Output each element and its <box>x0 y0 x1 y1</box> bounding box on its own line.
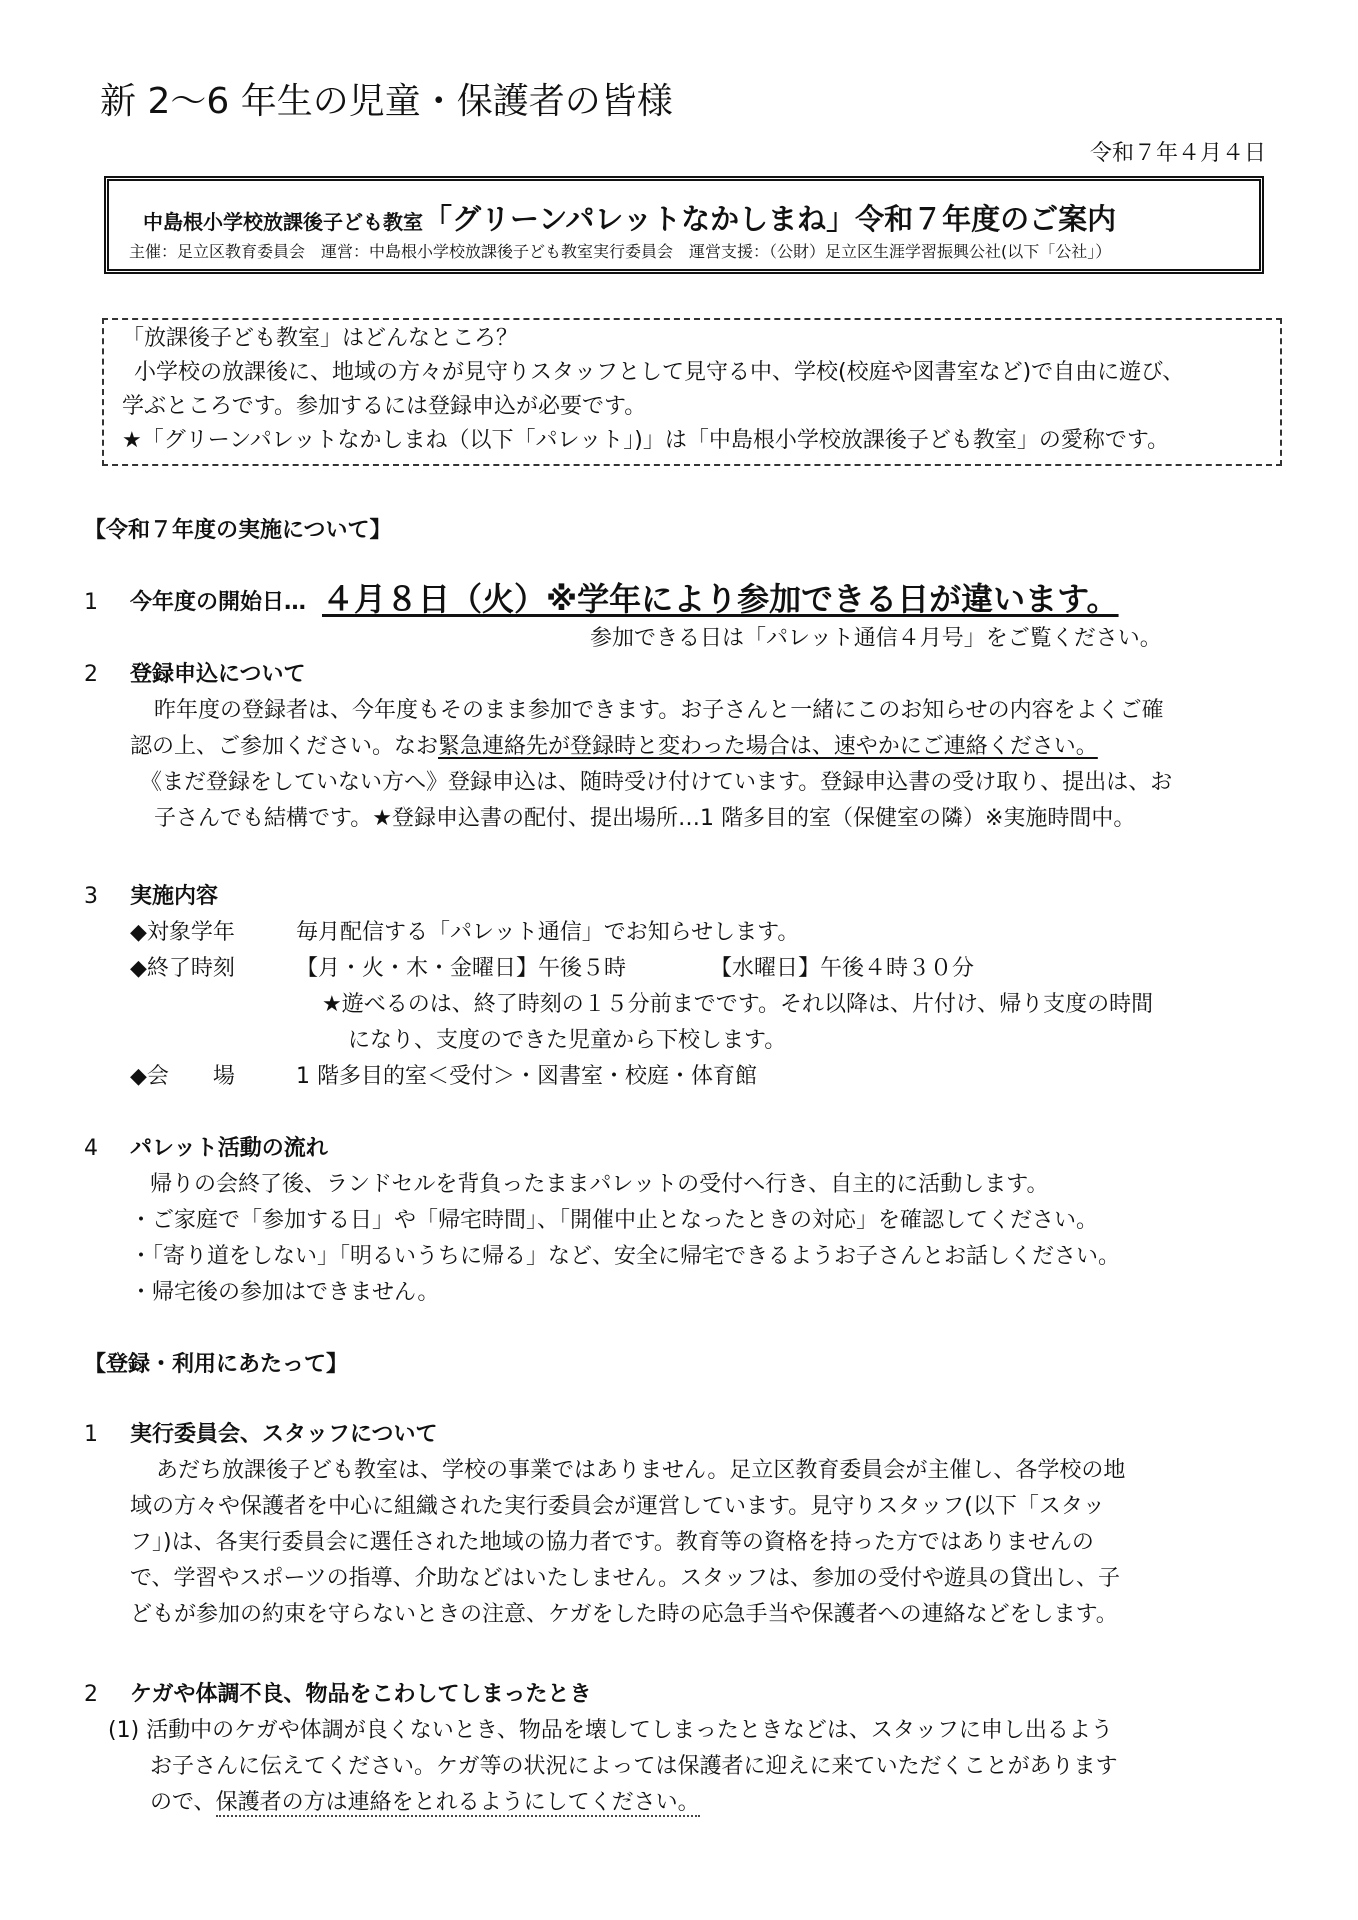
venue-value: 1 階多目的室＜受付＞・図書室・校庭・体育館 <box>296 1064 757 1089</box>
committee-para-3: フ」)は、各実行委員会に選任された地域の協力者です。教育等の資格を持った方ではありませんの <box>130 1530 1094 1555</box>
end-time-wednesday: 【水曜日】午後４時３０分 <box>710 956 975 981</box>
activity-flow-bullet-1: ・ご家庭で「参加する日」や「帰宅時間」、「開催中止となったときの対応」を確認してください。 <box>130 1208 1099 1233</box>
activity-flow-para: 帰りの会終了後、ランドセルを背負ったままパレットの受付へ行き、自主的に活動します。 <box>150 1172 1049 1197</box>
end-time-note-1: ★遊べるのは、終了時刻の１５分前までです。それ以降は、片付け、帰り支度の時間 <box>322 992 1154 1017</box>
registration-para-3: 《まだ登録をしていない方へ》登録申込は、随時受け付けています。登録申込書の受け取り、提出は、お <box>140 770 1173 795</box>
committee-staff-label: 実行委員会、スタッフについて <box>130 1422 438 1447</box>
registration-para-1: 昨年度の登録者は、今年度もそのまま参加できます。お子さんと一緒にこのお知らせの内容をよくご確 <box>154 698 1164 723</box>
injury-para-3-text: ので、 <box>150 1790 216 1815</box>
intro-box <box>102 318 1282 466</box>
injury-para-3 <box>150 1788 700 1818</box>
grade-label: ◆対象学年 <box>130 920 235 945</box>
item-number: 4 <box>84 1136 98 1161</box>
injury-label: ケガや体調不良、物品をこわしてしまったとき <box>130 1682 592 1707</box>
issue-date: 令和７年４月４日 <box>1089 141 1266 166</box>
item-number: 2 <box>84 662 98 687</box>
page-title: 新 2〜6 年生の児童・保護者の皆様 <box>100 81 673 122</box>
venue-label: ◆会 場 <box>130 1064 235 1089</box>
intro-line-3: ★「グリーンパレットなかしまね（以下「パレット」)」は「中島根小学校放課後子ども教室」の愛称です。 <box>122 428 1170 453</box>
registration-label: 登録申込について <box>130 662 306 687</box>
intro-heading: 「放課後子ども教室」はどんなところ？ <box>122 326 519 351</box>
emergency-contact-note: 緊急連絡先が登録時と変わった場合は、速やかにご連絡ください。 <box>438 734 1098 759</box>
contact-availability-note: 保護者の方は連絡をとれるようにしてください。 <box>215 1790 700 1815</box>
intro-line-2: 学ぶところです。参加するには登録申込が必要です。 <box>122 394 647 419</box>
registration-para-4: 子さんでも結構です。★登録申込書の配付、提出場所…1 階多目的室（保健室の隣）※実施時間中。 <box>154 806 1136 831</box>
program-org: 中島根小学校放課後子ども教室 <box>143 210 423 234</box>
committee-para-2: 域の方々や保護者を中心に組織された実行委員会が運営しています。見守りスタッフ(以下「スタッ <box>130 1494 1105 1519</box>
end-time-note-2: になり、支度のできた児童から下校します。 <box>348 1028 787 1053</box>
contents-label: 実施内容 <box>130 884 219 909</box>
section-heading-implementation: 【令和７年度の実施について】 <box>84 518 392 543</box>
section-heading-registration-use: 【登録・利用にあたって】 <box>84 1352 349 1377</box>
registration-para-2 <box>130 732 1098 762</box>
start-date-note: 参加できる日は「パレット通信４月号」をご覧ください。 <box>590 626 1162 651</box>
end-time-weekdays: 【月・火・木・金曜日】午後５時 <box>296 956 627 981</box>
activity-flow-bullet-3: ・帰宅後の参加はできません。 <box>130 1280 440 1305</box>
injury-para-1: (1) 活動中のケガや体調が良くないとき、物品を壊してしまったときなどは、スタッフに申し出るよう <box>108 1718 1113 1743</box>
grade-value: 毎月配信する「パレット通信」でお知らせします。 <box>296 920 800 945</box>
item-number: 1 <box>84 590 98 615</box>
activity-flow-bullet-2: ・「寄り道をしない」「明るいうちに帰る」など、安全に帰宅できるようお子さんとお話しください。 <box>130 1244 1121 1269</box>
program-heading <box>143 197 1116 238</box>
registration-para-2-text: 認の上、ご参加ください。なお <box>130 734 439 759</box>
committee-para-1: あだち放課後子ども教室は、学校の事業ではありません。足立区教育委員会が主催し、各学校の地 <box>156 1458 1126 1483</box>
item-number: 3 <box>84 884 98 909</box>
program-header-box <box>104 176 1264 274</box>
program-sponsors: 主催：足立区教育委員会 運営：中島根小学校放課後子ども教室実行委員会 運営支援：（公財）足立区生涯学習振興公社(以下「公社」） <box>129 242 1112 261</box>
item-number: 1 <box>84 1422 98 1447</box>
injury-para-2: お子さんに伝えてください。ケガ等の状況によっては保護者に迎えに来ていただくことがあります <box>150 1754 1118 1779</box>
program-name: 「グリーンパレットなかしまね」令和７年度のご案内 <box>423 202 1117 236</box>
start-date-highlight: ４月８日（火）※学年により参加できる日が違います。 <box>322 580 1119 618</box>
intro-line-1: 小学校の放課後に、地域の方々が見守りスタッフとして見守る中、学校(校庭や図書室など)で自由に遊び、 <box>134 360 1185 385</box>
committee-para-4: で、学習やスポーツの指導、介助などはいたしません。スタッフは、参加の受付や遊具の貸出し、子 <box>130 1566 1121 1591</box>
committee-para-5: どもが参加の約束を守らないときの注意、ケガをした時の応急手当や保護者への連絡などをします。 <box>130 1602 1118 1627</box>
item-number: 2 <box>84 1682 98 1707</box>
start-date-label: 今年度の開始日… <box>130 590 307 615</box>
activity-flow-label: パレット活動の流れ <box>130 1136 328 1161</box>
end-time-label: ◆終了時刻 <box>130 956 235 981</box>
